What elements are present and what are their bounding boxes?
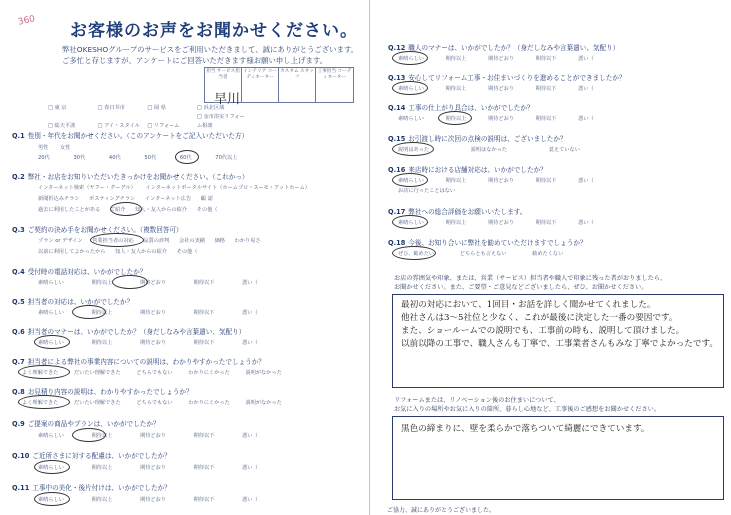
- options-q2-row2: 新聞折込みチラシ ポスティングチラシ インターネット広告 顧 認: [38, 196, 213, 202]
- options-q3-row2: 以前に利用してよかったから 知人・友人からの紹介 その他（: [38, 249, 198, 255]
- source-checkboxes: [48, 104, 245, 131]
- answer-circle: [110, 202, 142, 216]
- source-option[interactable]: □ 東 京: [48, 105, 67, 111]
- question-q10: Q.10 ご近所さまに対する配慮は、いかがでしたか？: [12, 452, 171, 460]
- staff-header: インテリア コーディネーター: [242, 68, 279, 102]
- source-option[interactable]: □ 春日井市: [97, 105, 125, 111]
- question-q2: Q.2 弊社・お店をお知りいただいたきっかけをお聞かせください。（これかっ）: [12, 173, 249, 181]
- answer-circle: [34, 335, 70, 349]
- column-divider: [369, 0, 370, 515]
- options-q7: よく理解できた だいたい理解できた どちらでもない わかりにくかった 説明がなかった: [22, 370, 282, 376]
- answer-circle: [72, 305, 106, 319]
- handwriting-line: 以前以降の工事で、職人さんも丁寧で、工事業者さんもみな丁寧でよかったです。: [401, 339, 718, 349]
- handwriting-line: 最初の対応において、1回目・お話を詳しく聞かせてくれました。: [401, 300, 656, 310]
- question-q14: Q.14 工事の仕上がり具合は、いかがでしたか？: [388, 104, 534, 112]
- options-q18: ぜひ、勧めたい どちらとも言えない 勧めたくない: [398, 251, 564, 257]
- comment-label-2: リフォームまたは、リノベーション後のお住まいについて、 お気に入りの場所やお気に入りの箇所、暮らし心地など、工事後のご感想をお聞かせください。: [394, 397, 661, 413]
- answer-circle: [392, 142, 434, 156]
- comment-box-impressions[interactable]: [392, 294, 724, 388]
- options-q4: 素晴らしい 期待以上 期待どおり 期待以下 悪い（: [38, 280, 258, 286]
- answer-circle: [112, 275, 148, 289]
- options-q16: 素晴らしい 期待以上 期待どおり 期待以下 悪い（: [398, 178, 594, 184]
- answer-circle: [34, 492, 70, 506]
- question-q11: Q.11 工事中の美化・後片付けは、いかがでしたか？: [12, 484, 171, 492]
- question-q9: Q.9 ご提案の商品やプランは、いかがでしたか？: [12, 420, 160, 428]
- answer-circle: [72, 428, 106, 442]
- page-title: お客様のお声をお聞かせください。: [70, 21, 358, 41]
- question-q15: Q.15 お引渡し時に次回の点検の説明は、ございましたか？: [388, 135, 567, 143]
- source-option[interactable]: □ 岡 県: [147, 105, 166, 111]
- options-q5: 素晴らしい 期待以上 期待どおり 期待以下 悪い（: [38, 310, 258, 316]
- answer-circle: [392, 81, 428, 95]
- left-column: [0, 0, 365, 515]
- thank-you-footer: ご協力、誠にありがとうございました。: [387, 507, 496, 514]
- question-q18: Q.18 今後、お知り合いに弊社を勧めていただけますでしょうか？: [388, 239, 587, 247]
- staff-header: 担当 サービス担当者: [205, 68, 242, 102]
- answer-circle: [392, 246, 436, 260]
- options-q6: 素晴らしい 期待以上 期待どおり 期待以下 悪い（: [38, 340, 258, 346]
- question-q4: Q.4 受付時の電話対応は、いかがでしたか？: [12, 268, 147, 276]
- options-q15: 説明はあった 説明はなかった 覚えていない: [398, 147, 580, 153]
- stamp-mark: 360: [17, 14, 37, 28]
- source-option[interactable]: □ 総天平波: [48, 123, 76, 129]
- question-q17: Q.17 弊社への総合評価をお願いいたします。: [388, 208, 527, 216]
- options-q10: 素晴らしい 期待以上 期待どおり 期待以下 悪い（: [38, 465, 258, 471]
- right-column: [378, 0, 731, 515]
- answer-circle: [18, 365, 70, 379]
- intro-text: [62, 44, 362, 66]
- source-option[interactable]: □ 浜北区域: [196, 105, 225, 111]
- handwriting-line: また、ショールームでの説明でも、工事前の時も、説明して頂けました。: [401, 326, 685, 336]
- staff-header: 工事担当 コーディネーター: [317, 69, 352, 80]
- staff-header: カスタム スタッフ: [279, 68, 316, 102]
- options-q2-row3: 過去に利用したことがある ご紹介 知人・友人からの紹介 その他（: [38, 207, 218, 213]
- question-q7: Q.7 担当者による弊社の事業内容についての説明は、わかりやすかったでしょうか？: [12, 358, 265, 366]
- intro-line2: ご多忙と存じますが、アンケートにご回答いただきます様お願い申し上げます。: [62, 56, 328, 65]
- source-option[interactable]: □ アイ・スタイル: [97, 123, 140, 129]
- answer-circle: [392, 215, 428, 229]
- comment-box-after-reform[interactable]: [392, 416, 724, 500]
- answer-circle: [90, 233, 144, 247]
- comment-label-1: お店の雰囲気や印象、または、営業（サービス）担当者や職人で印象に残った者がおりましたら、 お聞かせください。また、ご要望・ご意見などございましたら、ぜひ、お聞かせください。: [394, 275, 667, 291]
- question-q12: Q.12 職人のマナーは、いかがでしたか？（身だしなみや言葉遣い、気配り）: [388, 44, 620, 52]
- handwriting-line: 黒色の締まりに、壁を柔らかで落ちついて綺麗にできています。: [401, 424, 650, 434]
- source-option[interactable]: □ リフォーム: [147, 123, 180, 129]
- handwritten-staff-name: 早川: [214, 92, 241, 107]
- options-q16-row2: お店に行ったことはない: [398, 188, 456, 194]
- question-q6: Q.6 担当者のマナーは、いかがでしたか？（身だしなみや言葉遣い、気配り）: [12, 328, 246, 336]
- options-q2: インターネット検索（ヤフー・グーグル） インターネットポータルサイト（ホームプロ・スーモ・アットホーム）: [38, 185, 310, 191]
- options-q13: 素晴らしい 期待以上 期待どおり 期待以下 悪い（: [398, 86, 594, 92]
- options-q12: 素晴らしい 期待以上 期待どおり 期待以下 悪い（: [398, 56, 594, 62]
- options-q17: 素晴らしい 期待以上 期待どおり 期待以下 悪い（: [398, 220, 594, 226]
- question-q16: Q.16 来店時における店舗対応は、いかがでしたか？: [388, 166, 547, 174]
- answer-circle: [392, 51, 428, 65]
- handwriting-line: 他社さんは3〜5社位と少なく、これが最後に決定した一番の要因です。: [401, 313, 678, 323]
- options-q14: 素晴らしい 期待以上 期待どおり 期待以下 悪い（: [398, 116, 594, 122]
- answer-circle: [34, 460, 70, 474]
- answer-circle: [392, 173, 428, 187]
- question-q13: Q.13 安心してリフォーム工事・お住まいづくりを進めることができましたか？: [388, 74, 626, 82]
- options-q1-age: 20代 30代 40代 50代 60代 70代以上: [38, 155, 238, 161]
- options-q3: プラン or デザイン 営業担当者の対応 品質の評判 会社の実績 価格 わかり易さ: [38, 238, 261, 244]
- options-q8: よく理解できた だいたい理解できた どちらでもない わかりにくかった 説明がなかった: [22, 400, 282, 406]
- question-q8: Q.8 お見積り内容の説明は、わかりやすかったでしょうか？: [12, 388, 193, 396]
- intro-line1: 弊社OKESHOグループのサービスをご利用いただきまして、誠にありがとうございます。: [62, 45, 359, 54]
- answer-circle: [18, 395, 70, 409]
- source-option[interactable]: □ 金市浴室リフォーム相談: [196, 114, 245, 129]
- question-q1: Q.1 性別・年代をお聞かせください。（このアンケートをご記入いただいた方）: [12, 132, 249, 140]
- options-q11: 素晴らしい 期待以上 期待どおり 期待以下 悪い（: [38, 497, 258, 503]
- options-q9: 素晴らしい 期待以上 期待どおり 期待以下 悪い（: [38, 433, 258, 439]
- question-q5: Q.5 担当者の対応は、いかがでしたか？: [12, 298, 134, 306]
- answer-circle: [175, 150, 199, 164]
- question-q3: Q.3 ご契約の決め手をお聞かせください。（複数回答可）: [12, 226, 183, 234]
- answer-circle: [438, 111, 472, 125]
- options-q1-gender: 男性 女性: [38, 145, 71, 151]
